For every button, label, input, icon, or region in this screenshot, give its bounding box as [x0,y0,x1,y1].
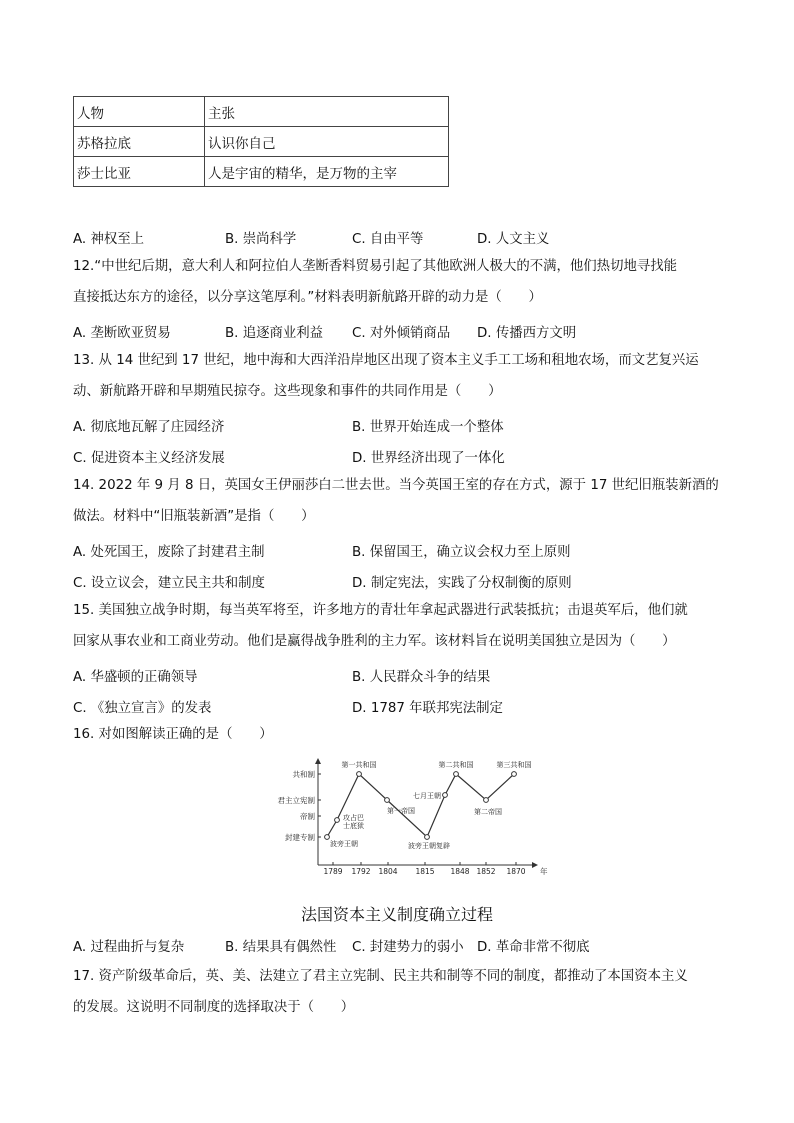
annotation-label: 七月王朝 [413,792,441,800]
q14-option-d: D. 制定宪法，实践了分权制衡的原则 [352,576,572,591]
q17-stem-line2: 的发展。这说明不同制度的选择取决于（ ） [73,1000,355,1015]
chart-caption: 法国资本主义制度确立过程 [300,905,493,924]
x-tick-label: 1789 [323,867,343,876]
q16-stem: 16. 对如图解读正确的是（ ） [73,727,273,742]
france-system-chart [250,755,550,877]
q11-option-d: D. 人文主义 [477,232,550,247]
x-tick-label: 1848 [450,867,470,876]
annotation-label: 第三共和国 [496,761,532,769]
table-row [74,157,449,187]
data-point [385,798,390,803]
q15-option-c: C. 《独立宣言》的发表 [73,701,212,716]
x-tick-label: 1792 [351,867,371,876]
data-point [357,772,362,777]
x-tick-label: 1852 [476,867,496,876]
q15-stem-line2: 回家从事农业和工商业劳动。他们是赢得战争胜利的主力军。该材料旨在说明美国独立是因为（ ） [73,634,676,649]
table-row [74,127,449,157]
x-axis-arrow [532,862,538,868]
q13-option-d: D. 世界经济出现了一体化 [352,451,505,466]
q12-stem-line2: 直接抵达东方的途径，以分享这笔厚利。”材料表明新航路开辟的动力是（ ） [73,290,542,305]
table-cell: 人是宇宙的精华，是万物的主宰 [205,157,449,187]
annotation-label: 第二帝国 [474,808,502,816]
x-tick-label: 1815 [415,867,435,876]
data-point [512,772,517,777]
q12-stem-line1: 12.“中世纪后期，意大利人和阿拉伯人垄断香料贸易引起了其他欧洲人极大的不满，他们热切地寻找能 [73,259,678,274]
annotation-label: 第一帝国 [387,807,415,815]
q14-option-b: B. 保留国王，确立议会权力至上原则 [352,545,571,560]
data-point [425,835,430,840]
table-row [74,97,449,127]
q12-option-d: D. 传播西方文明 [477,326,577,341]
q12-option-b: B. 追逐商业利益 [225,326,324,341]
annotation-label: 波旁王朝复辟 [408,842,450,850]
person-claim-table [73,96,449,187]
table-cell: 主张 [205,97,449,127]
q13-option-a: A. 彻底地瓦解了庄园经济 [73,420,225,435]
q13-stem-line1: 13. 从 14 世纪到 17 世纪，地中海和大西洋沿岸地区出现了资本主义手工工场和租地农场，而文艺复兴运 [73,353,699,368]
q12-option-c: C. 对外倾销商品 [352,326,451,341]
q11-option-a: A. 神权至上 [73,232,144,247]
table-cell: 认识你自己 [205,127,449,157]
y-tick-label: 封建专制 [285,833,315,842]
q16-option-d: D. 革命非常不彻底 [477,940,590,955]
q13-option-b: B. 世界开始连成一个整体 [352,420,504,435]
q14-stem-line2: 做法。材料中“旧瓶装新酒”是指（ ） [73,509,315,524]
annotation-label: 士底狱 [343,822,364,830]
table-cell: 苏格拉底 [74,127,205,157]
data-point [325,835,330,840]
data-point [443,793,448,798]
annotation-label: 攻占巴 [343,814,364,822]
q17-stem-line1: 17. 资产阶级革命后，英、美、法建立了君主立宪制、民主共和制等不同的制度，都推动了本国资本主义 [73,969,688,984]
q12-option-a: A. 垄断欧亚贸易 [73,326,171,341]
q14-stem-line1: 14. 2022 年 9 月 8 日，英国女王伊丽莎白二世去世。当今英国王室的存在方式，源于 17 世纪旧瓶装新酒的 [73,478,719,493]
q15-option-a: A. 华盛顿的正确领导 [73,670,198,685]
data-point [454,772,459,777]
table-cell: 莎士比亚 [74,157,205,187]
q15-option-b: B. 人民群众斗争的结果 [352,670,491,685]
y-axis-arrow [315,758,321,764]
annotation-label: 第一共和国 [341,761,377,769]
q14-option-c: C. 设立议会，建立民主共和制度 [73,576,265,591]
q15-option-d: D. 1787 年联邦宪法制定 [352,701,503,716]
q15-stem-line1: 15. 美国独立战争时期，每当英军将至，许多地方的青壮年拿起武器进行武装抵抗；击退英军后，他们就 [73,603,688,618]
q16-option-a: A. 过程曲折与复杂 [73,940,185,955]
y-tick-label: 共和制 [292,770,315,779]
annotation-label: 波旁王朝 [330,840,358,848]
q13-stem-line2: 动、新航路开辟和早期殖民掠夺。这些现象和事件的共同作用是（ ） [73,384,502,399]
data-point [484,798,489,803]
y-tick-label: 君主立宪制 [277,796,315,805]
annotation-label: 第二共和国 [438,761,474,769]
q11-option-c: C. 自由平等 [352,232,424,247]
x-axis-label: 年 [540,867,548,876]
q11-option-b: B. 崇尚科学 [225,232,297,247]
q13-option-c: C. 促进资本主义经济发展 [73,451,225,466]
y-tick-label: 帝制 [300,812,315,821]
x-tick-label: 1804 [378,867,398,876]
q16-option-b: B. 结果具有偶然性 [225,940,337,955]
table-cell: 人物 [74,97,205,127]
q14-option-a: A. 处死国王，废除了封建君主制 [73,545,265,560]
x-tick-label: 1870 [506,867,526,876]
q16-option-c: C. 封建势力的弱小 [352,940,464,955]
data-point [335,818,340,823]
